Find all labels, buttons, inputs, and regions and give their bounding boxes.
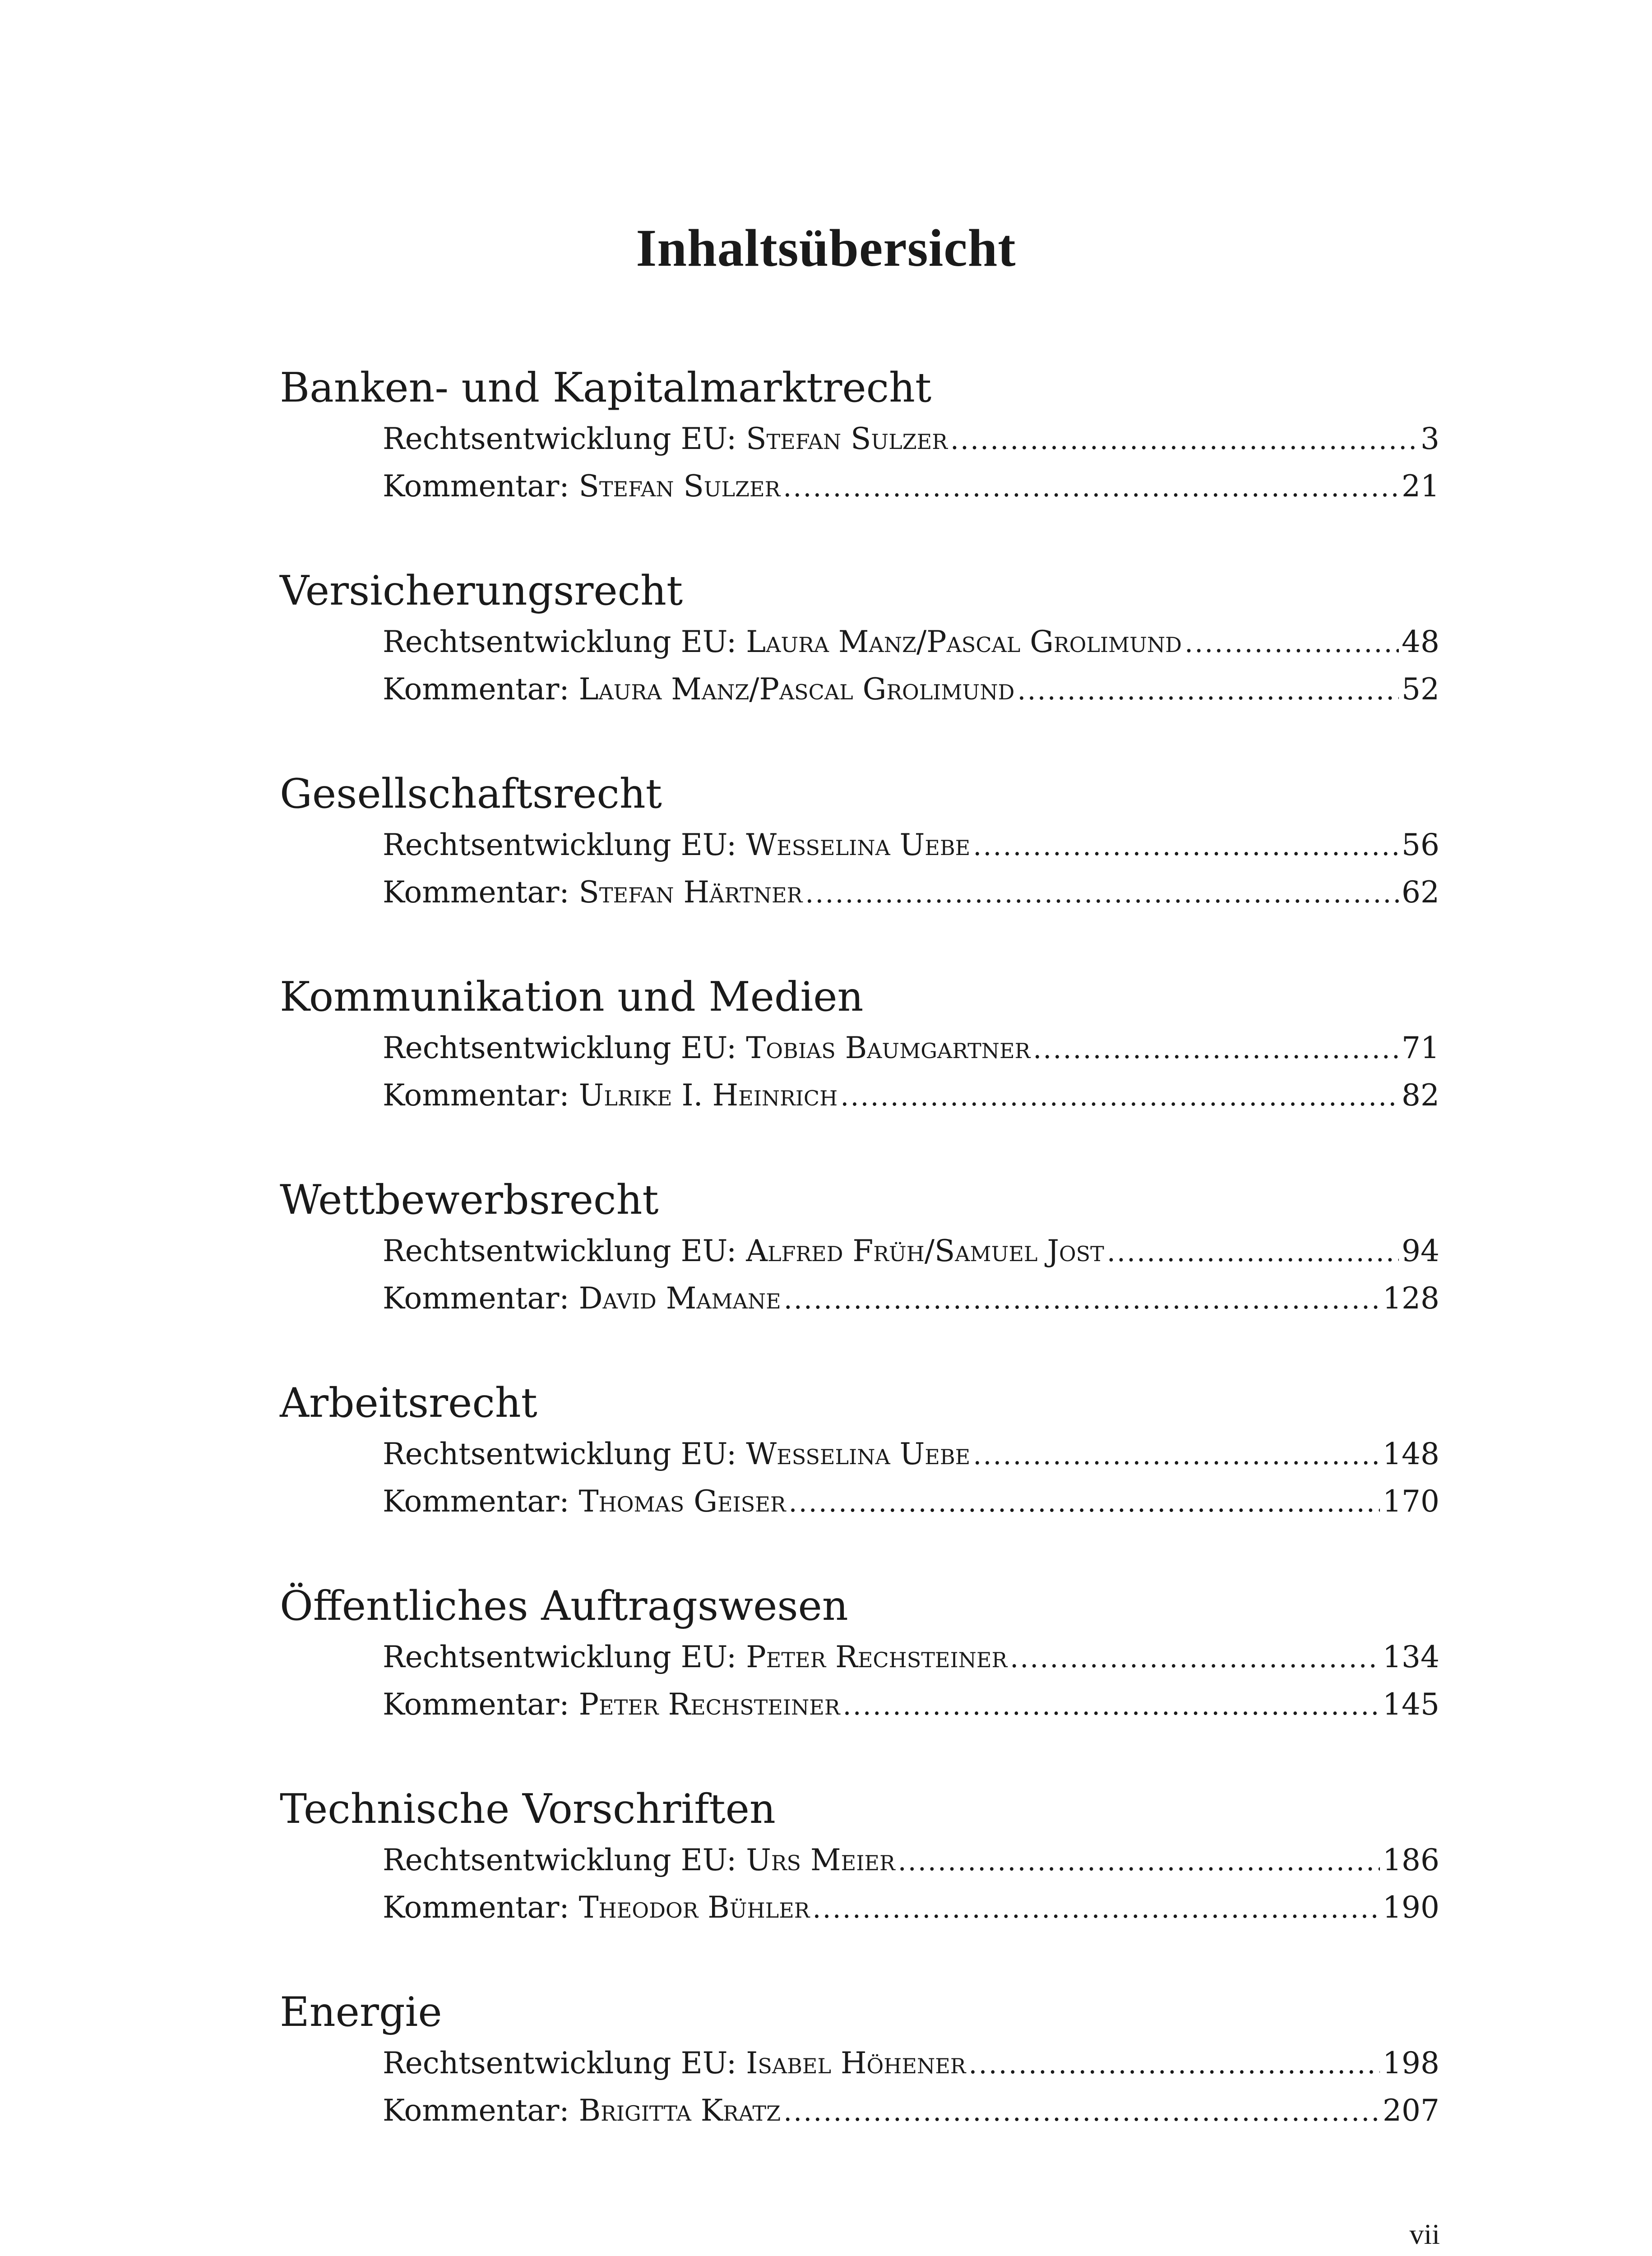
entry-page-number: 21 — [1402, 469, 1439, 504]
dot-leader — [1033, 1026, 1399, 1073]
entry-label: Rechtsentwicklung EU: — [383, 624, 746, 659]
entry-author: Ulrike I. Heinrich — [578, 1078, 838, 1113]
toc-entry[interactable] — [383, 2087, 1439, 2134]
entry-page-number: 186 — [1383, 1843, 1439, 1877]
entry-author: Tobias Baumgartner — [746, 1031, 1031, 1065]
entry-author: Stefan Sulzer — [746, 421, 948, 456]
entry-author: Urs Meier — [746, 1843, 895, 1877]
section-title: Wettbewerbsrecht — [280, 1176, 659, 1224]
entry-author: Laura Manz/Pascal Grolimund — [746, 624, 1182, 659]
entry-page-number: 207 — [1383, 2093, 1439, 2128]
entry-label: Kommentar: — [383, 1078, 579, 1113]
entry-author: Peter Rechsteiner — [578, 1687, 840, 1722]
entry-page-number: 48 — [1402, 624, 1439, 659]
section-title: Öffentliches Auftragswesen — [280, 1582, 848, 1630]
entry-label: Rechtsentwicklung EU: — [383, 1843, 746, 1877]
dot-leader — [843, 1682, 1380, 1729]
section-title: Banken- und Kapitalmarktrecht — [280, 364, 932, 411]
dot-leader — [973, 1432, 1380, 1479]
toc-entry[interactable] — [383, 1633, 1439, 1681]
toc-entry[interactable] — [383, 415, 1439, 462]
section-title: Arbeitsrecht — [280, 1379, 537, 1427]
entry-label: Kommentar: — [383, 1484, 579, 1519]
dot-leader — [1107, 1229, 1399, 1276]
entry-page-number: 94 — [1402, 1234, 1439, 1268]
toc-section — [280, 564, 1439, 767]
entry-author: Alfred Früh/Samuel Jost — [746, 1234, 1104, 1268]
toc-entry[interactable] — [383, 1227, 1439, 1275]
entry-label: Rechtsentwicklung EU: — [383, 2046, 746, 2080]
dot-leader — [812, 1885, 1380, 1932]
toc-entry[interactable] — [383, 1072, 1439, 1119]
toc-entry[interactable] — [383, 1681, 1439, 1728]
entry-label: Kommentar: — [383, 672, 579, 707]
page-number: vii — [1409, 2218, 1440, 2250]
dot-leader — [1185, 619, 1399, 667]
table-of-contents — [280, 361, 1439, 2188]
entry-page-number: 148 — [1383, 1437, 1439, 1471]
entry-page-number: 170 — [1383, 1484, 1439, 1519]
entry-author: Brigitta Kratz — [578, 2093, 781, 2128]
entry-page-number: 198 — [1383, 2046, 1439, 2080]
dot-leader — [783, 2088, 1380, 2136]
toc-entry[interactable] — [383, 821, 1439, 869]
toc-entry[interactable] — [383, 869, 1439, 916]
entry-author: Isabel Höhener — [746, 2046, 966, 2080]
entry-page-number: 56 — [1402, 828, 1439, 862]
entry-author: Theodor Bühler — [578, 1890, 810, 1925]
toc-entry[interactable] — [383, 2039, 1439, 2087]
dot-leader — [973, 823, 1399, 870]
entry-page-number: 145 — [1383, 1687, 1439, 1722]
section-title: Versicherungsrecht — [280, 567, 683, 615]
dot-leader — [805, 870, 1399, 917]
entry-page-number: 128 — [1383, 1281, 1439, 1316]
toc-section — [280, 1985, 1439, 2188]
entry-author: Peter Rechsteiner — [746, 1640, 1008, 1674]
entry-author: Laura Manz/Pascal Grolimund — [578, 672, 1015, 707]
toc-section — [280, 1782, 1439, 1985]
entry-label: Kommentar: — [383, 2093, 579, 2128]
entry-label: Rechtsentwicklung EU: — [383, 421, 746, 456]
entry-label: Kommentar: — [383, 1890, 579, 1925]
dot-leader — [783, 464, 1399, 511]
page-title: Inhaltsübersicht — [636, 218, 1016, 277]
entry-author: Wesselina Uebe — [746, 828, 971, 862]
entry-author: Thomas Geiser — [578, 1484, 786, 1519]
section-title: Kommunikation und Medien — [280, 973, 864, 1021]
entry-label: Kommentar: — [383, 1687, 579, 1722]
toc-entry[interactable] — [383, 1884, 1439, 1931]
dot-leader — [950, 416, 1418, 464]
toc-section — [280, 1173, 1439, 1376]
dot-leader — [840, 1073, 1399, 1120]
entry-label: Kommentar: — [383, 1281, 579, 1316]
entry-label: Rechtsentwicklung EU: — [383, 1437, 746, 1471]
toc-section — [280, 361, 1439, 564]
entry-page-number: 82 — [1402, 1078, 1439, 1113]
dot-leader — [1017, 667, 1399, 714]
toc-entry[interactable] — [383, 1430, 1439, 1478]
entry-label: Kommentar: — [383, 875, 579, 910]
section-title: Energie — [280, 1988, 442, 2036]
dot-leader — [1010, 1635, 1380, 1682]
entry-author: Stefan Sulzer — [578, 469, 781, 504]
entry-page-number: 62 — [1402, 875, 1439, 910]
toc-section — [280, 970, 1439, 1173]
toc-section — [280, 767, 1439, 970]
toc-section — [280, 1579, 1439, 1782]
entry-page-number: 190 — [1383, 1890, 1439, 1925]
dot-leader — [968, 2041, 1380, 2088]
toc-section — [280, 1376, 1439, 1579]
toc-entry[interactable] — [383, 462, 1439, 510]
entry-page-number: 71 — [1402, 1031, 1439, 1065]
entry-label: Kommentar: — [383, 469, 579, 504]
toc-entry[interactable] — [383, 618, 1439, 666]
toc-entry[interactable] — [383, 1275, 1439, 1322]
dot-leader — [789, 1479, 1380, 1526]
entry-author: Wesselina Uebe — [746, 1437, 971, 1471]
dot-leader — [784, 1276, 1380, 1323]
toc-entry[interactable] — [383, 1478, 1439, 1525]
entry-label: Rechtsentwicklung EU: — [383, 1640, 746, 1674]
toc-entry[interactable] — [383, 1024, 1439, 1072]
section-title: Technische Vorschriften — [280, 1785, 776, 1833]
toc-entry[interactable] — [383, 666, 1439, 713]
entry-author: Stefan Härtner — [578, 875, 803, 910]
entry-page-number: 52 — [1402, 672, 1439, 707]
entry-label: Rechtsentwicklung EU: — [383, 828, 746, 862]
dot-leader — [898, 1838, 1380, 1885]
toc-entry[interactable] — [383, 1836, 1439, 1884]
entry-label: Rechtsentwicklung EU: — [383, 1234, 746, 1268]
entry-page-number: 3 — [1421, 421, 1439, 456]
section-title: Gesellschaftsrecht — [280, 770, 662, 818]
entry-label: Rechtsentwicklung EU: — [383, 1031, 746, 1065]
entry-author: David Mamane — [578, 1281, 781, 1316]
entry-page-number: 134 — [1383, 1640, 1439, 1674]
